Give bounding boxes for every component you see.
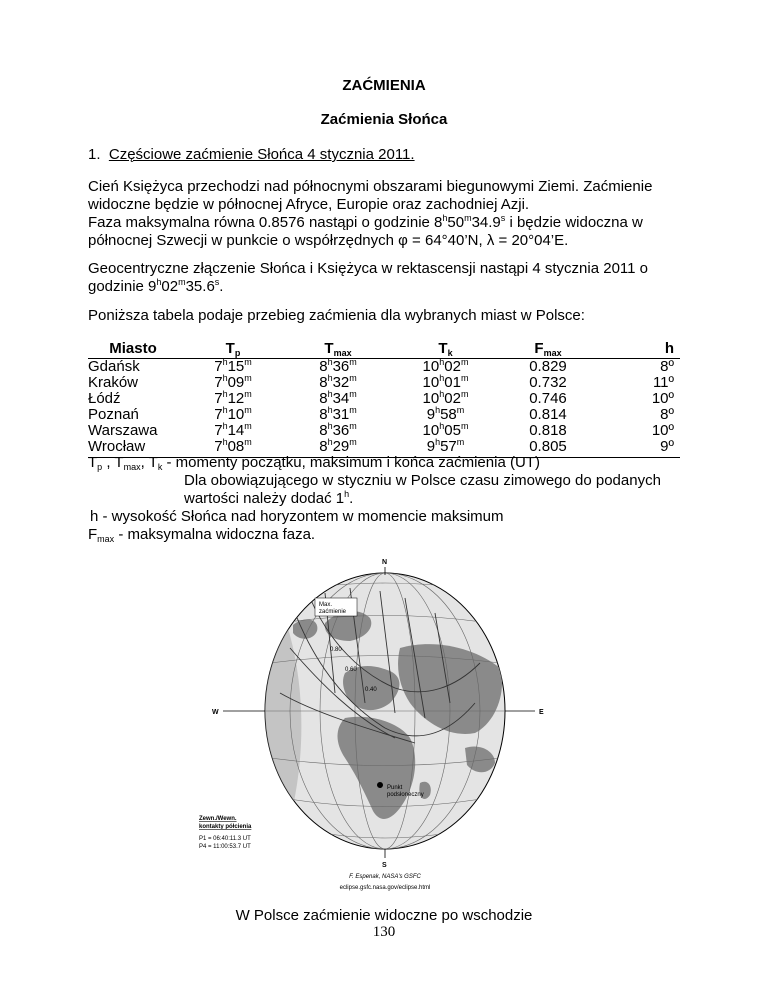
contacts-title-2: kontakty półcienia <box>199 824 252 830</box>
paragraph-3: Poniższa tabela podaje przebieg zaćmienia dla wybranych miast w Polsce: <box>88 307 585 324</box>
table-row <box>88 423 680 439</box>
note-fmax: $F_{max}$ - maksymalna widoczna faza. <box>88 526 316 544</box>
p1-line3: Faza maksymalna równa 0.8576 nastąpi o godzinie 8$^h$50$^m$34.9$^s$ i będzie widoczna w <box>88 213 643 231</box>
table-row <box>88 391 680 407</box>
header-city: Miasto <box>88 341 178 359</box>
note-add-hour: wartości należy dodać 1$^h$. <box>184 489 354 507</box>
subsolar-label-2: podsłoneczny <box>387 792 424 798</box>
cell-fmax: 0.732 <box>529 374 567 391</box>
header-tmax: $T_{max}$ <box>288 341 388 359</box>
cell-tk: 10$^h$01$^m$ <box>422 373 469 391</box>
p1-line4: północnej Szwecji w punkcie o współrzędnych φ = 64°40’N, λ = 20°04’E. <box>88 232 569 249</box>
note-times: $T_p$ , $T_{max}$, $T_k$ - momenty początku, maksimum i końca zaćmienia (UT) <box>88 454 540 472</box>
paragraph-2 <box>88 260 688 296</box>
page-number: 130 <box>372 924 396 940</box>
table-row <box>88 359 680 376</box>
max-eclipse-label: Max. <box>319 602 333 608</box>
cell-tp: 7$^h$12$^m$ <box>214 389 252 407</box>
header-tk: $T_k$ <box>388 341 503 359</box>
p2-line1: Geocentryczne złączenie Słońca i Księżyca w rektascensji nastąpi 4 stycznia 2011 o <box>88 260 649 277</box>
cell-tk: 10$^h$02$^m$ <box>422 357 469 375</box>
cell-tk: 9$^h$58$^m$ <box>426 405 465 423</box>
section-heading <box>88 146 415 163</box>
table-row <box>88 407 680 423</box>
cell-tmax: 8$^h$31$^m$ <box>319 405 357 423</box>
cell-h: 10º <box>651 390 674 407</box>
paragraph-1 <box>88 178 688 250</box>
cell-tmax: 8$^h$32$^m$ <box>319 373 357 391</box>
header-fmax: $F_{max}$ <box>503 341 593 359</box>
note-h: h - wysokość Słońca nad horyzontem w momencie maksimum <box>90 508 504 525</box>
cell-fmax: 0.814 <box>529 406 567 423</box>
cell-fmax: 0.818 <box>529 422 567 439</box>
page-title: ZAĆMIENIA <box>342 77 426 94</box>
magnitude-label: 0.80 <box>330 647 342 653</box>
section-title: Częściowe zaćmienie Słońca 4 stycznia 2011. <box>108 146 415 163</box>
map-west-label: W <box>212 709 219 716</box>
cell-fmax: 0.829 <box>529 358 567 375</box>
table-row <box>88 375 680 391</box>
magnitude-label: 0.40 <box>365 687 377 693</box>
contact-p4: P4 = 11:00:53.7 UT <box>199 844 251 850</box>
map-south-label: S <box>382 862 387 869</box>
section-number: 1. <box>88 146 101 163</box>
cell-tp: 7$^h$08$^m$ <box>178 439 288 458</box>
cell-city: Łódź <box>88 390 121 407</box>
cell-h: 8º <box>660 406 674 423</box>
notes <box>88 454 708 544</box>
header-h: h <box>593 341 680 359</box>
cell-city: Wrocław <box>88 439 178 458</box>
cell-tp: 7$^h$15$^m$ <box>214 357 252 375</box>
figure-caption: W Polsce zaćmienie widoczne po wschodzie <box>235 907 533 924</box>
cell-tk: 10$^h$02$^m$ <box>422 389 469 407</box>
cell-city: Gdańsk <box>88 358 140 375</box>
map-north-label: N <box>382 559 388 566</box>
cell-tp: 7$^h$10$^m$ <box>214 405 252 423</box>
subsolar-label: Punkt <box>387 785 403 791</box>
cell-city: Warszawa <box>88 422 158 439</box>
cell-fmax: 0.805 <box>503 439 593 458</box>
eclipse-map-figure <box>195 553 575 898</box>
contacts-title: Zewn./Wewn. <box>199 816 237 822</box>
cell-h: 9º <box>593 439 680 458</box>
table-header-row <box>88 341 680 359</box>
map-east-label: E <box>539 709 544 716</box>
subtitle: Zaćmienia Słońca <box>320 111 448 128</box>
eclipse-map <box>195 553 575 898</box>
p1-line2: widoczne będzie w północnej Afryce, Europie oraz zachodniej Azji. <box>88 196 530 213</box>
max-eclipse-label-2: zaćmienie <box>319 609 347 615</box>
cell-tk: 9$^h$57$^m$ <box>388 439 503 458</box>
subsolar-point-marker <box>377 782 383 788</box>
cell-tmax: 8$^h$29$^m$ <box>288 439 388 458</box>
p1-line1: Cień Księżyca przechodzi nad północnymi obszarami biegunowymi Ziemi. Zaćmienie <box>88 178 653 195</box>
map-url: eclipse.gsfc.nasa.gov/eclipse.html <box>339 885 431 891</box>
header-tp: $T_p$ <box>178 341 288 359</box>
night-side-shading <box>235 573 301 853</box>
magnitude-label: 0.60 <box>345 667 357 673</box>
cell-fmax: 0.746 <box>529 390 567 407</box>
cell-tmax: 8$^h$34$^m$ <box>319 389 357 407</box>
cell-tp: 7$^h$09$^m$ <box>214 373 252 391</box>
contact-p1: P1 = 06:40:11.3 UT <box>199 836 251 842</box>
cell-h: 10º <box>651 422 674 439</box>
cell-city: Poznań <box>88 406 139 423</box>
eclipse-table <box>88 341 680 458</box>
cell-h: 11º <box>652 374 674 391</box>
p2-line2: godzinie 9$^h$02$^m$35.6$^s$. <box>88 277 224 295</box>
note-winter-time: Dla obowiązującego w styczniu w Polsce czasu zimowego do podanych <box>184 472 661 489</box>
cell-tk: 10$^h$05$^m$ <box>422 421 469 439</box>
cell-tp: 7$^h$14$^m$ <box>214 421 252 439</box>
cell-h: 8º <box>660 358 674 375</box>
cell-tmax: 8$^h$36$^m$ <box>319 357 357 375</box>
cell-tmax: 8$^h$36$^m$ <box>319 421 357 439</box>
map-credit: F. Espenak, NASA's GSFC <box>349 874 421 880</box>
cell-city: Kraków <box>88 374 139 391</box>
